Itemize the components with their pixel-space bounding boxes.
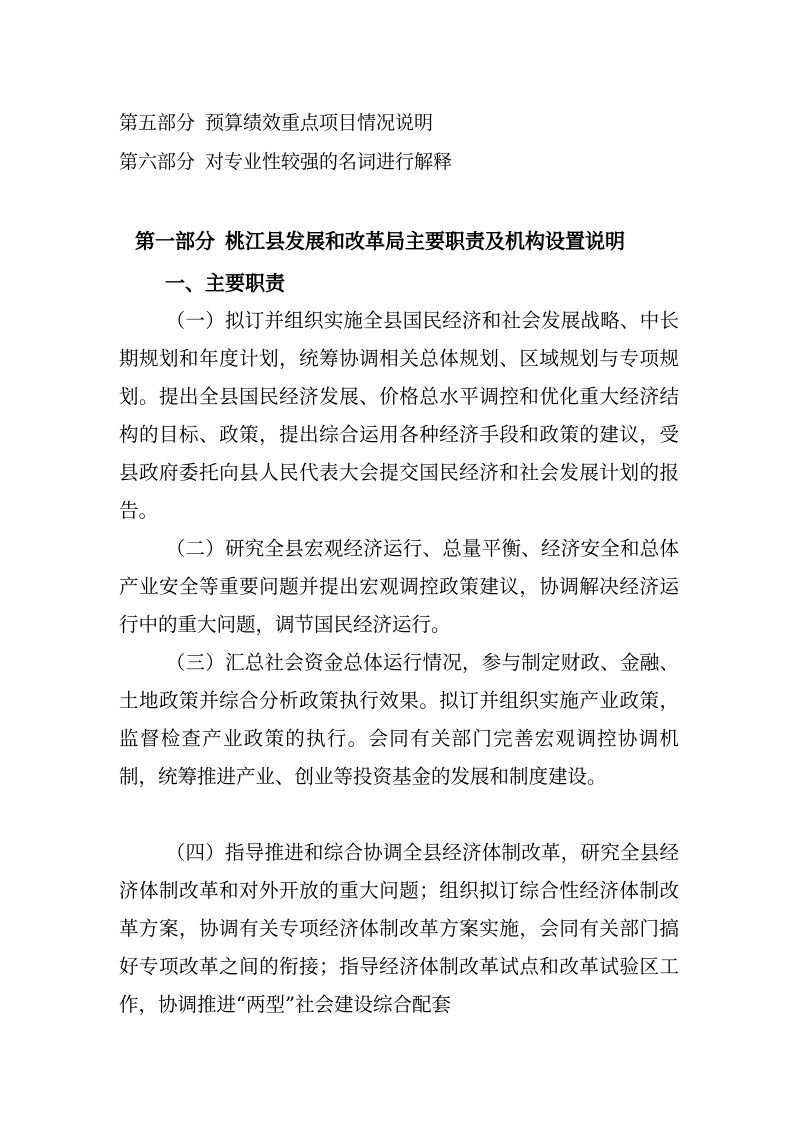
toc-item-label: 第六部分: [119, 151, 196, 173]
paragraph-duty-1: （一）拟订并组织实施全县国民经济和社会发展战略、中长期规划和年度计划，统筹协调相关总体规划、区域规划与专项规划。提出全县国民经济发展、价格总水平调控和优化重大经济结构的目标、政策，提出综合运用各种经济手段和政策的建议，受县政府委托向县人民代表大会提交国民经济和社会发展计划的报告。: [119, 309, 679, 522]
part-heading-label: 第一部分: [135, 229, 215, 253]
paragraph-duty-4: （四）指导推进和综合协调全县经济体制改革，研究全县经济体制改革和对外开放的重大问题；组织拟订综合性经济体制改革方案，协调有关专项经济体制改革方案实施，会同有关部门搞好专项改革之间的衔接；指导经济体制改革试点和改革试验区工作，协调推进“两型”社会建设综合配套: [119, 841, 679, 1016]
toc-item-title: 预算绩效重点项目情况说明: [205, 112, 434, 134]
paragraph-duty-3: （三）汇总社会资金总体运行情况，参与制定财政、金融、土地政策并综合分析政策执行效果。拟订并组织实施产业政策，监督检查产业政策的执行。会同有关部门完善宏观调控协调机制，统筹推进产业、创业等投资基金的发展和制度建设。: [119, 651, 679, 788]
toc-item-title: 对专业性较强的名词进行解释: [205, 151, 453, 173]
toc-item-part-6: [119, 150, 452, 174]
part-heading: [135, 228, 625, 254]
toc-item-part-5: [119, 111, 433, 135]
section-heading: 一、主要职责: [165, 271, 285, 295]
paragraph-duty-2: （二）研究全县宏观经济运行、总量平衡、经济安全和总体产业安全等重要问题并提出宏观调控政策建议，协调解决经济运行中的重大问题，调节国民经济运行。: [119, 537, 679, 636]
toc-item-label: 第五部分: [119, 112, 196, 134]
part-heading-title: 桃江县发展和改革局主要职责及机构设置说明: [225, 229, 625, 253]
